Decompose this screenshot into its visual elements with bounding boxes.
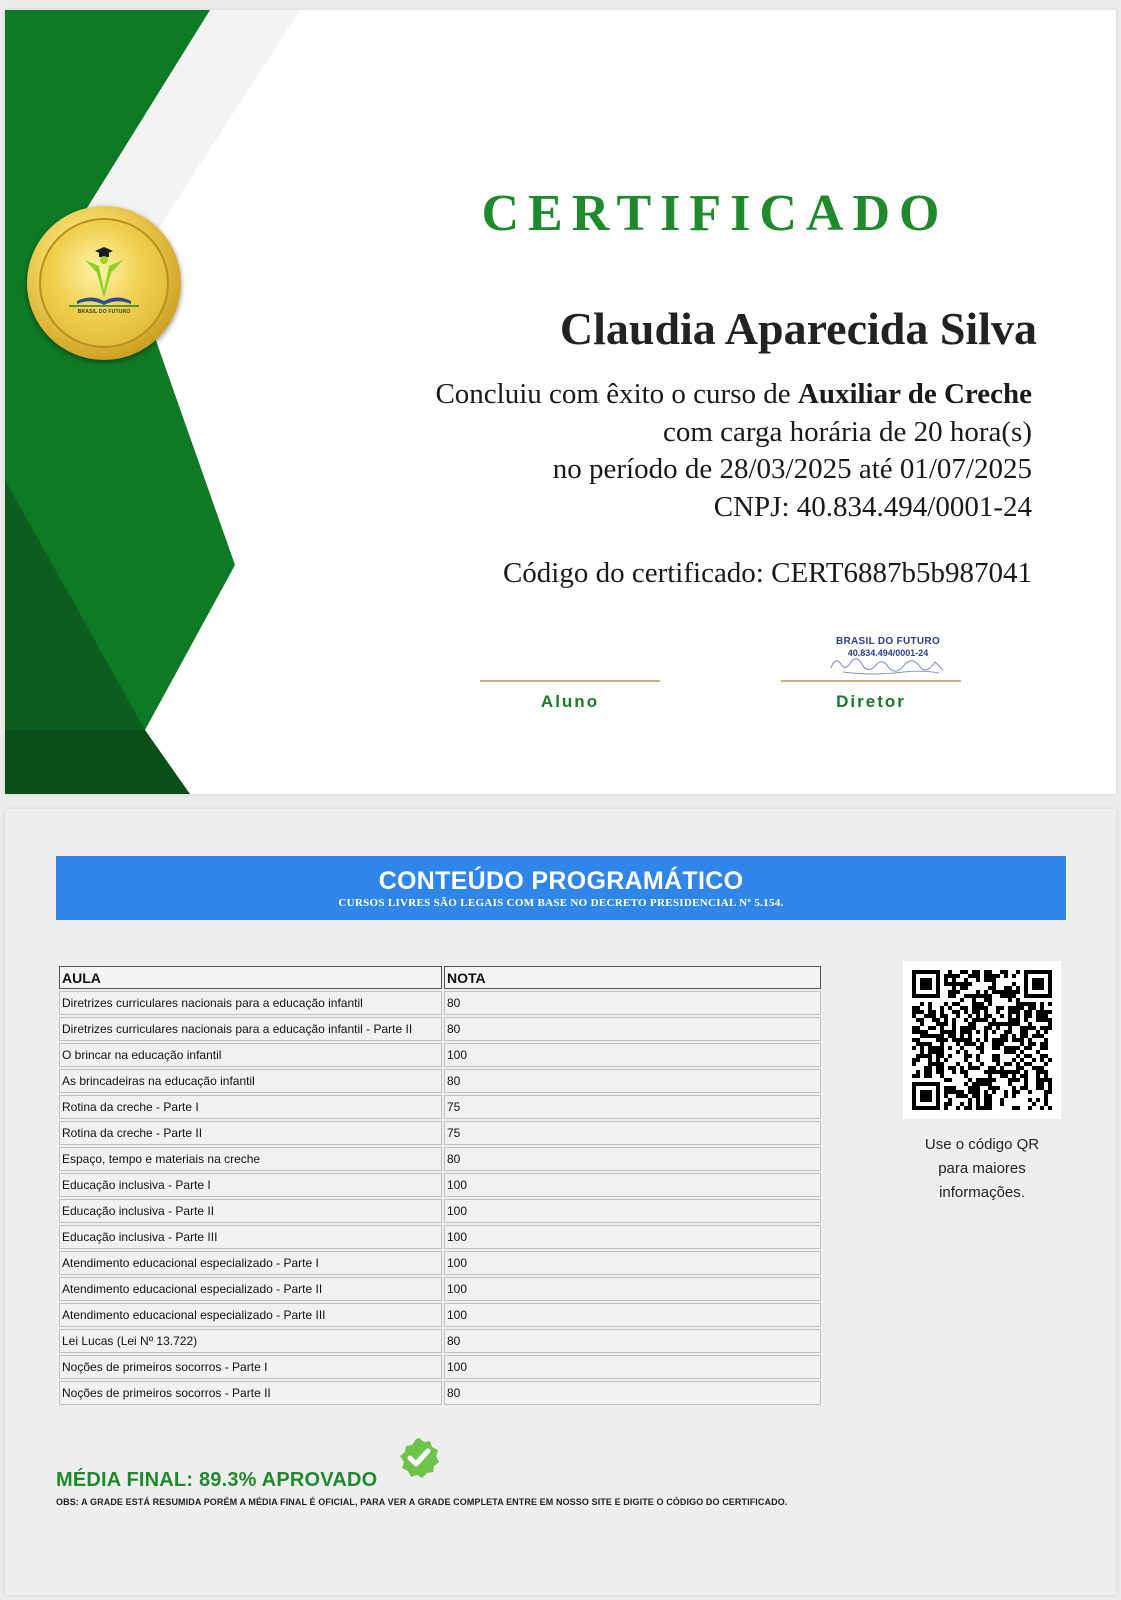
lesson-grade-cell: 80: [444, 1069, 821, 1093]
stamp-company: BRASIL DO FUTURO: [835, 636, 941, 647]
table-row: [59, 1277, 821, 1301]
table-row: [59, 1069, 821, 1093]
table-row: [59, 1355, 821, 1379]
qr-caption-line: para maiores: [938, 1160, 1026, 1177]
observation-note: OBS: A GRADE ESTÁ RESUMIDA PORÉM A MÉDIA FINAL É OFICIAL, PARA VER A GRADE COMPLETA ENTRE EM NOSSO SITE E DIGITE O CÓDIGO DO CERTIFICADO.: [56, 1497, 788, 1507]
lesson-name-cell: O brincar na educação infantil: [59, 1043, 442, 1067]
lesson-name-cell: Atendimento educacional especializado - Parte I: [59, 1251, 442, 1275]
lesson-name-cell: Atendimento educacional especializado - Parte III: [59, 1303, 442, 1327]
lesson-name-cell: Educação inclusiva - Parte II: [59, 1199, 442, 1223]
header-aula: AULA: [59, 966, 442, 989]
lesson-name-cell: As brincadeiras na educação infantil: [59, 1069, 442, 1093]
certificate-card: [5, 10, 1116, 794]
lesson-grade-cell: 80: [444, 1381, 821, 1405]
lesson-name-cell: Diretrizes curriculares nacionais para a educação infantil - Parte II: [59, 1017, 442, 1041]
lesson-name-cell: Diretrizes curriculares nacionais para a educação infantil: [59, 991, 442, 1015]
table-row: [59, 1225, 821, 1249]
lesson-grade-cell: 75: [444, 1095, 821, 1119]
table-row: [59, 1095, 821, 1119]
table-row: [59, 1147, 821, 1171]
qr-caption: [905, 1133, 1059, 1205]
table-row: [59, 1251, 821, 1275]
banner-title: CONTEÚDO PROGRAMÁTICO: [378, 867, 744, 895]
director-signature: [781, 680, 961, 712]
course-prefix: Concluiu com êxito o curso de: [435, 378, 798, 410]
table-row: [59, 1043, 821, 1067]
director-stamp: [823, 636, 953, 680]
lesson-grade-cell: 80: [444, 1017, 821, 1041]
gold-seal: [27, 206, 181, 360]
check-badge-icon: [397, 1436, 441, 1480]
grades-table-body: [59, 991, 821, 1405]
signature-line: [480, 680, 660, 682]
lesson-name-cell: Rotina da creche - Parte I: [59, 1095, 442, 1119]
certificate-title: CERTIFICADO: [481, 185, 949, 242]
lesson-grade-cell: 80: [444, 1329, 821, 1353]
lesson-grade-cell: 100: [444, 1225, 821, 1249]
qr-caption-line: informações.: [939, 1184, 1025, 1201]
lesson-name-cell: Noções de primeiros socorros - Parte I: [59, 1355, 442, 1379]
lesson-grade-cell: 100: [444, 1277, 821, 1301]
table-row: [59, 1381, 821, 1405]
certificate-details: [435, 376, 1032, 526]
stamp-cnpj: 40.834.494/0001-24: [847, 648, 929, 658]
certificate-code: Código do certificado: CERT6887b5b987041: [502, 557, 1032, 589]
qr-code-icon: [912, 970, 1052, 1110]
program-banner: [56, 856, 1066, 920]
table-row: [59, 1173, 821, 1197]
qr-code[interactable]: [903, 961, 1061, 1119]
table-row: [59, 1017, 821, 1041]
lesson-grade-cell: 100: [444, 1043, 821, 1067]
course-line: [435, 376, 1032, 414]
student-name: Claudia Aparecida Silva: [559, 303, 1037, 354]
lesson-name-cell: Educação inclusiva - Parte I: [59, 1173, 442, 1197]
table-row: [59, 1303, 821, 1327]
period-line: no período de 28/03/2025 até 01/07/2025: [552, 453, 1032, 485]
lesson-name-cell: Espaço, tempo e materiais na creche: [59, 1147, 442, 1171]
table-row: [59, 1199, 821, 1223]
program-content-card: [5, 809, 1116, 1595]
cnpj-line: CNPJ: 40.834.494/0001-24: [713, 490, 1032, 523]
header-nota: NOTA: [444, 966, 821, 989]
seal-label: BRASIL DO FUTURO: [77, 309, 131, 315]
lesson-grade-cell: 80: [444, 1147, 821, 1171]
lesson-grade-cell: 75: [444, 1121, 821, 1145]
grades-table: [57, 964, 823, 1407]
lesson-grade-cell: 100: [444, 1173, 821, 1197]
qr-caption-line: Use o código QR: [924, 1136, 1040, 1153]
student-signature: [480, 680, 660, 712]
table-row: [59, 991, 821, 1015]
student-signature-label: Aluno: [540, 692, 600, 711]
table-header-row: [59, 966, 821, 989]
lesson-grade-cell: 80: [444, 991, 821, 1015]
lesson-grade-cell: 100: [444, 1303, 821, 1327]
lesson-grade-cell: 100: [444, 1355, 821, 1379]
workload-line: com carga horária de 20 hora(s): [662, 415, 1032, 448]
lesson-name-cell: Educação inclusiva - Parte III: [59, 1225, 442, 1249]
green-corner-decoration: [5, 10, 305, 794]
course-name: Auxiliar de Creche: [797, 378, 1032, 410]
director-signature-label: Diretor: [836, 692, 906, 711]
table-row: [59, 1121, 821, 1145]
graduate-logo-icon: [27, 206, 181, 360]
lesson-name-cell: Noções de primeiros socorros - Parte II: [59, 1381, 442, 1405]
lesson-name-cell: Atendimento educacional especializado - Parte II: [59, 1277, 442, 1301]
director-signature-scribble: [823, 646, 953, 682]
final-grade: MÉDIA FINAL: 89.3% APROVADO: [56, 1469, 378, 1491]
signature-line: [781, 680, 961, 682]
table-row: [59, 1329, 821, 1353]
lesson-grade-cell: 100: [444, 1251, 821, 1275]
lesson-grade-cell: 100: [444, 1199, 821, 1223]
lesson-name-cell: Rotina da creche - Parte II: [59, 1121, 442, 1145]
banner-subtitle: CURSOS LIVRES SÃO LEGAIS COM BASE NO DECRETO PRESIDENCIAL Nº 5.154.: [338, 897, 784, 909]
lesson-name-cell: Lei Lucas (Lei Nº 13.722): [59, 1329, 442, 1353]
